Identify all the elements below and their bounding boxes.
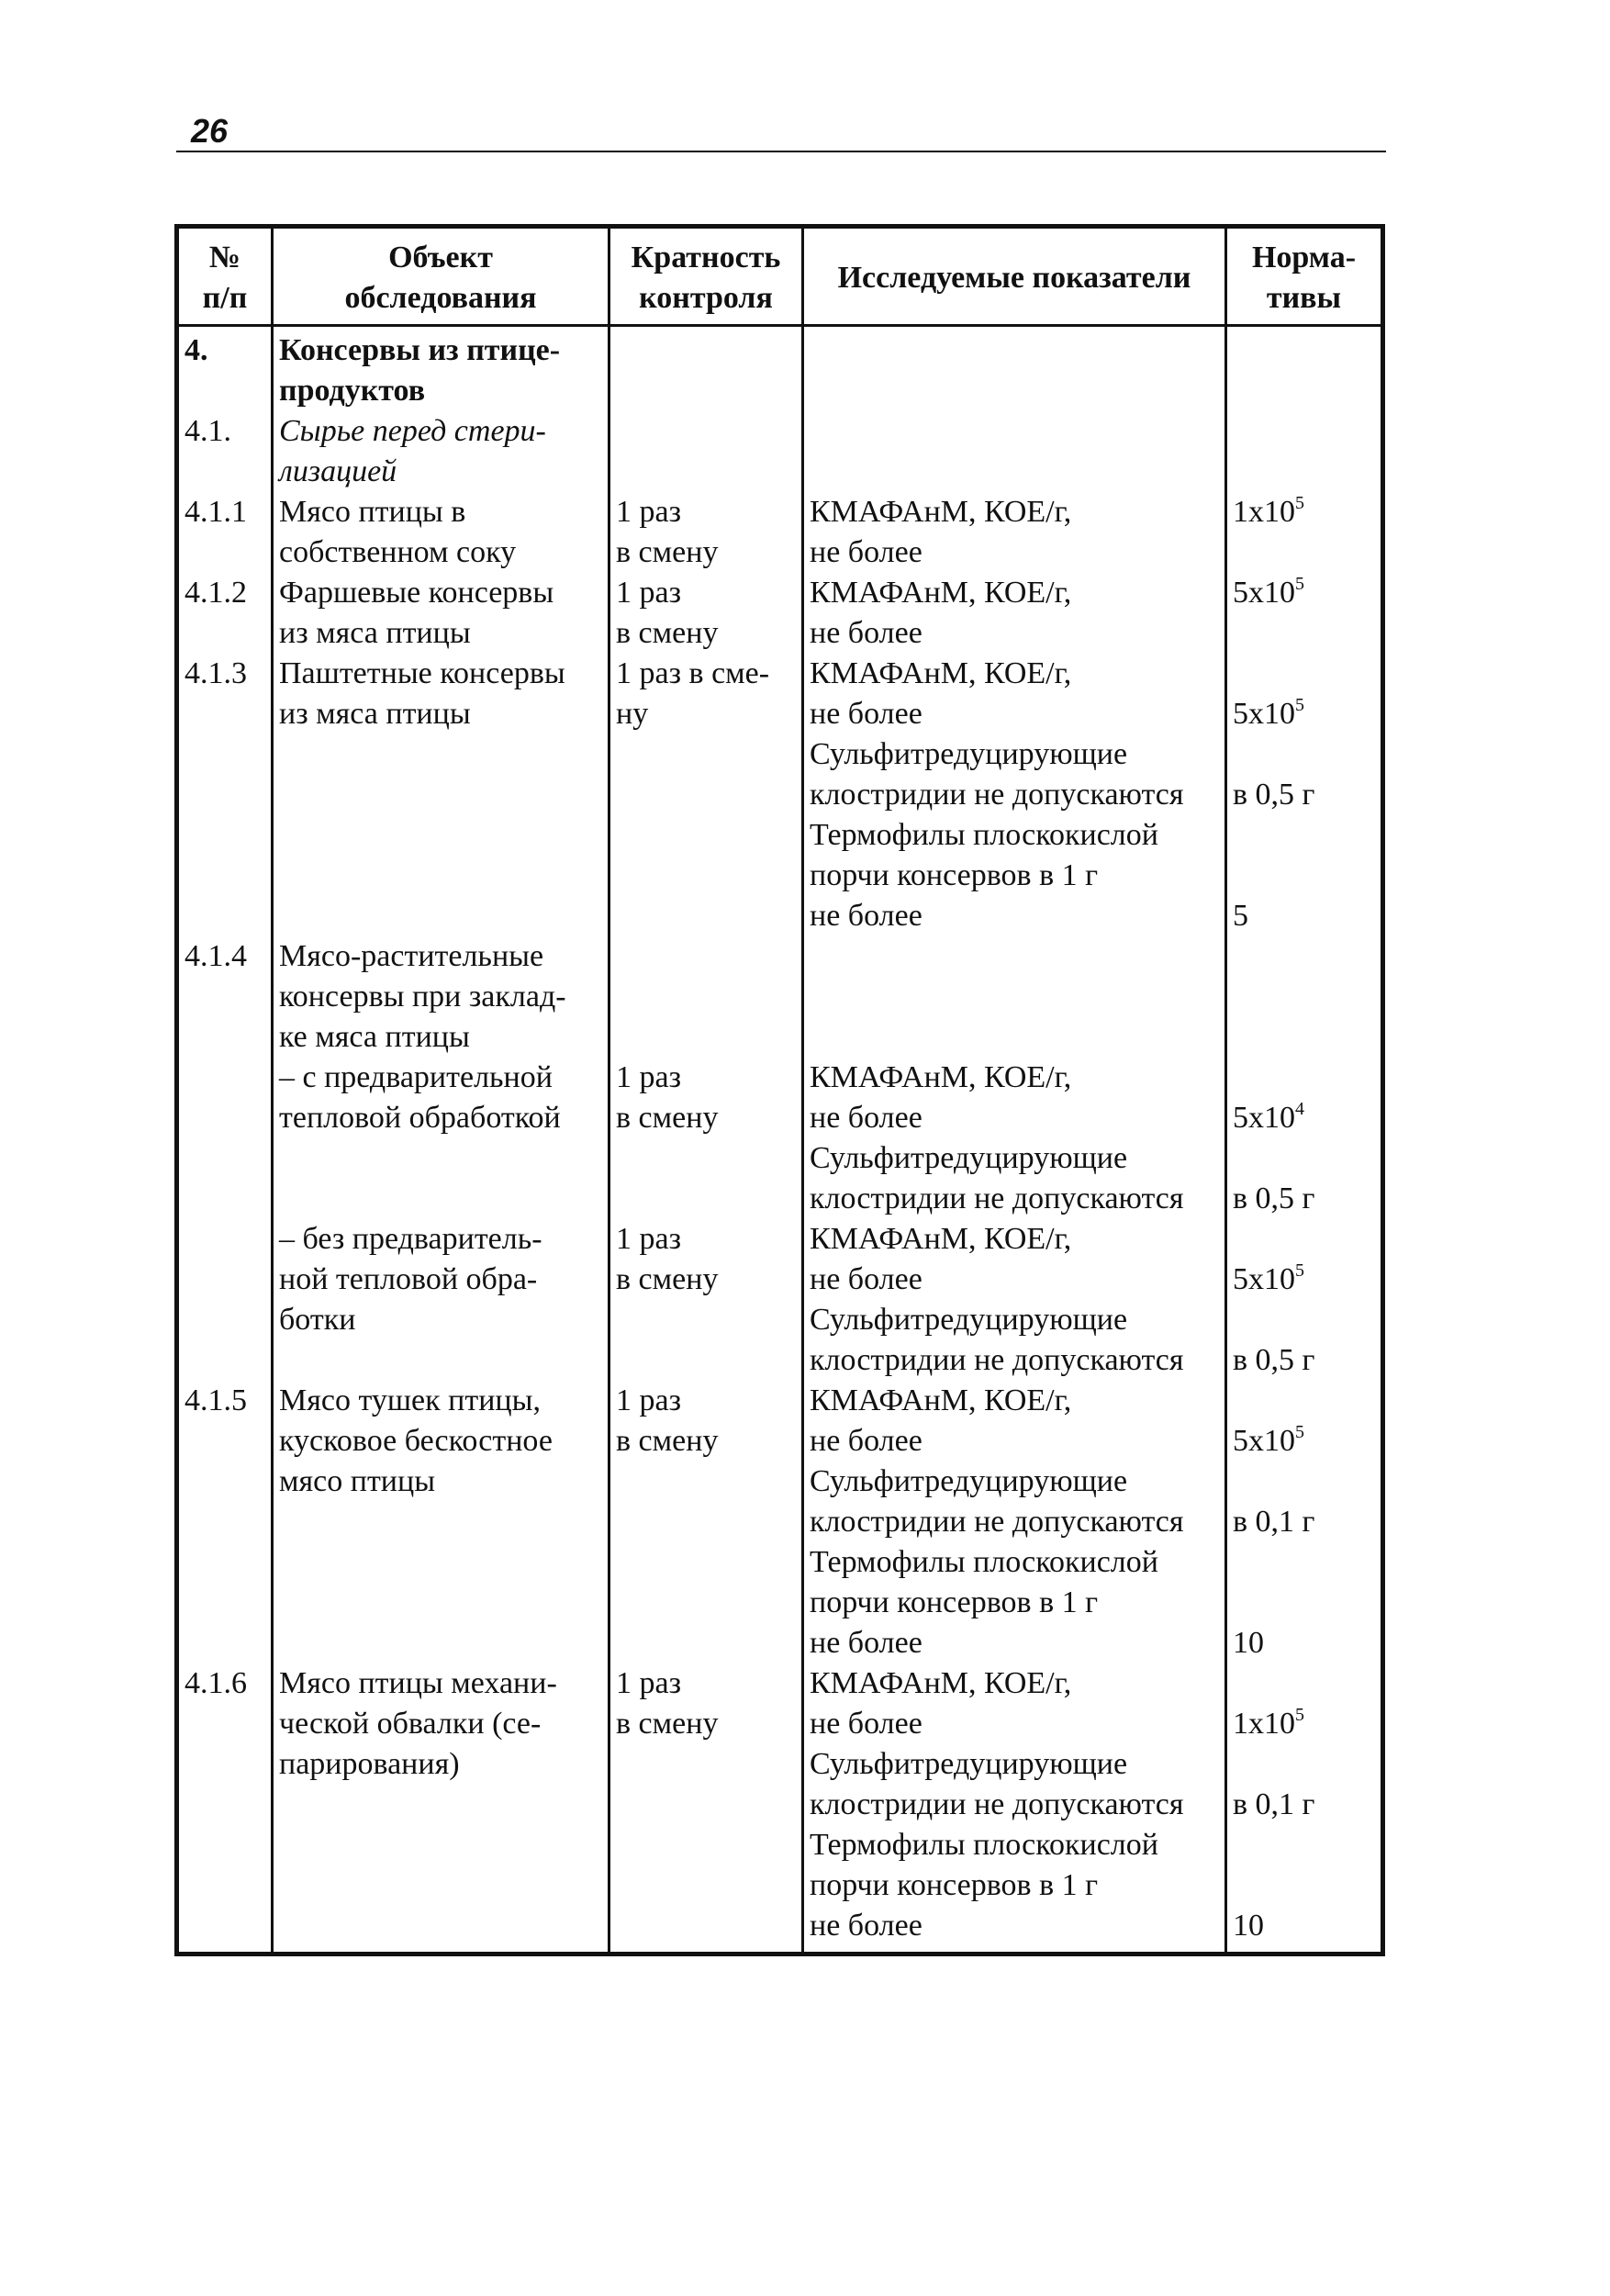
norm-exponent: 5: [1295, 695, 1304, 715]
object-cell: Мясо птицы механи- ческой обвалки (се- парирования): [273, 1663, 609, 1954]
norm-value: 10: [1233, 1626, 1264, 1660]
indicator-text: Сульфитредуцирующие клостридии не допускаются: [810, 1141, 1184, 1215]
indicator-text: Термофилы плоскокислой порчи консервов в 1 г не более: [810, 1828, 1158, 1943]
norm-line: [1233, 1502, 1377, 1542]
norm-value: 1х10: [1233, 495, 1295, 529]
norm-block: [1233, 1663, 1377, 1744]
object-cell: Мясо птицы в собственном соку: [273, 492, 609, 573]
table-header: [177, 227, 1383, 326]
object-cell: Паштетные консервы из мяса птицы: [273, 654, 609, 936]
header-num: № п/п: [177, 227, 273, 326]
object-cell: Консервы из птице- продуктов: [273, 326, 609, 412]
object-cell: Фаршевые консервы из мяса птицы: [273, 573, 609, 654]
norm-value: 10: [1233, 1909, 1264, 1943]
norm-block: [1233, 1219, 1377, 1300]
object-cell: – без предваритель- ной тепловой обра- ботки: [273, 1219, 609, 1381]
norms-cell: [1226, 492, 1383, 573]
norm-block: [1233, 1381, 1377, 1462]
header-object: Объект обследования: [273, 227, 609, 326]
row-num-cell: [177, 1219, 273, 1381]
row-num-cell: 4.1.: [177, 411, 273, 492]
norm-line: [1233, 1542, 1377, 1583]
indicators-cell: [803, 1381, 1226, 1663]
norms-cell: [1226, 411, 1383, 492]
norms-cell: [1226, 1663, 1383, 1954]
table-row: [177, 411, 1383, 492]
table-row: [177, 573, 1383, 654]
norm-value: в 0,1 г: [1233, 1505, 1315, 1539]
page-number: 26: [191, 112, 229, 150]
indicator-text: Сульфитредуцирующие клостридии не допускаются: [810, 737, 1184, 812]
indicators-cell: [803, 573, 1226, 654]
norm-value: 5х10: [1233, 1262, 1295, 1296]
norm-exponent: 4: [1295, 1099, 1304, 1119]
indicator-text: Сульфитредуцирующие клостридии не допускаются: [810, 1747, 1184, 1821]
norm-line: [1233, 1260, 1377, 1300]
norm-value: 5х10: [1233, 697, 1295, 731]
norm-block: [1233, 492, 1377, 573]
norms-cell: [1226, 654, 1383, 936]
norms-cell: [1226, 936, 1383, 1058]
norm-line: [1233, 1583, 1377, 1623]
norm-line: [1233, 856, 1377, 896]
indicator-text: КМАФАнМ, КОЕ/г, не более: [810, 495, 1072, 569]
norms-cell: [1226, 1219, 1383, 1381]
norm-line: [1233, 1825, 1377, 1865]
norm-exponent: 5: [1295, 1260, 1304, 1281]
object-cell: Мясо тушек птицы, кусковое бескостное мясо птицы: [273, 1381, 609, 1663]
norms-table: [174, 224, 1385, 1956]
norm-line: [1233, 1098, 1377, 1138]
table-row: [177, 1219, 1383, 1381]
row-num-cell: 4.1.4: [177, 936, 273, 1058]
frequency-cell: 1 раз в смену: [609, 1219, 803, 1381]
row-num-cell: 4.1.5: [177, 1381, 273, 1663]
indicator-text: Термофилы плоскокислой порчи консервов в 1 г не более: [810, 1545, 1158, 1660]
row-num-cell: 4.1.3: [177, 654, 273, 936]
indicator-text: КМАФАнМ, КОЕ/г, не более: [810, 1060, 1072, 1135]
norm-value: 5: [1233, 899, 1248, 933]
norm-line: [1233, 1704, 1377, 1744]
indicator-text: КМАФАнМ, КОЕ/г, не более: [810, 576, 1072, 650]
norm-block: [1233, 573, 1377, 654]
norm-line: [1233, 734, 1377, 775]
norm-value: 5х10: [1233, 1424, 1295, 1458]
header-norms: Норма- тивы: [1226, 227, 1383, 326]
norm-line: [1233, 815, 1377, 856]
indicator-text: Термофилы плоскокислой порчи консервов в 1 г не более: [810, 818, 1158, 933]
norm-line: [1233, 1906, 1377, 1946]
indicators-cell: [803, 411, 1226, 492]
norm-line: [1233, 1300, 1377, 1340]
norm-value: в 0,5 г: [1233, 778, 1315, 812]
frequency-cell: 1 раз в сме- ну: [609, 654, 803, 936]
norm-line: [1233, 613, 1377, 654]
norm-value: 5х10: [1233, 1101, 1295, 1135]
row-num-cell: [177, 1058, 273, 1219]
norm-line: [1233, 1462, 1377, 1502]
norm-value: 1х10: [1233, 1707, 1295, 1741]
indicator-text: Сульфитредуцирующие клостридии не допускаются: [810, 1464, 1184, 1539]
norm-exponent: 5: [1295, 574, 1304, 594]
norm-line: [1233, 1623, 1377, 1663]
norms-cell: [1226, 326, 1383, 412]
norm-block: [1233, 734, 1377, 815]
frequency-cell: 1 раз в смену: [609, 1058, 803, 1219]
indicators-cell: [803, 326, 1226, 412]
norm-line: [1233, 1421, 1377, 1462]
indicator-text: Сульфитредуцирующие клостридии не допускаются: [810, 1303, 1184, 1377]
norm-line: [1233, 694, 1377, 734]
norm-block: [1233, 1825, 1377, 1946]
norm-line: [1233, 896, 1377, 936]
row-num-cell: 4.: [177, 326, 273, 412]
norm-line: [1233, 573, 1377, 613]
norm-exponent: 5: [1295, 493, 1304, 513]
norm-value: в 0,5 г: [1233, 1182, 1315, 1215]
indicators-cell: [803, 654, 1226, 936]
norm-block: [1233, 1542, 1377, 1663]
norm-exponent: 5: [1295, 1422, 1304, 1442]
norm-line: [1233, 654, 1377, 694]
table-row: [177, 1058, 1383, 1219]
norm-line: [1233, 775, 1377, 815]
table-body: [177, 326, 1383, 1954]
norm-line: [1233, 1138, 1377, 1179]
table-row: [177, 1381, 1383, 1663]
object-cell: Мясо-растительные консервы при заклад- ке мяса птицы: [273, 936, 609, 1058]
row-num-cell: 4.1.2: [177, 573, 273, 654]
norm-line: [1233, 1179, 1377, 1219]
norm-block: [1233, 1138, 1377, 1219]
frequency-cell: 1 раз в смену: [609, 573, 803, 654]
norm-line: [1233, 1219, 1377, 1260]
norm-block: [1233, 654, 1377, 734]
table-row: [177, 1663, 1383, 1954]
header-rule: [176, 151, 1386, 152]
norm-value: в 0,1 г: [1233, 1787, 1315, 1821]
norm-line: [1233, 1785, 1377, 1825]
norm-line: [1233, 532, 1377, 573]
norm-block: [1233, 1300, 1377, 1381]
norms-cell: [1226, 573, 1383, 654]
frequency-cell: 1 раз в смену: [609, 492, 803, 573]
indicator-text: КМАФАнМ, КОЕ/г, не более: [810, 656, 1072, 731]
norms-cell: [1226, 1381, 1383, 1663]
indicators-cell: [803, 1219, 1226, 1381]
norm-line: [1233, 492, 1377, 532]
norm-line: [1233, 1340, 1377, 1381]
table-row: [177, 326, 1383, 412]
norm-block: [1233, 1744, 1377, 1825]
norm-line: [1233, 1865, 1377, 1906]
indicators-cell: [803, 936, 1226, 1058]
norm-block: [1233, 1058, 1377, 1138]
indicator-text: КМАФАнМ, КОЕ/г, не более: [810, 1222, 1072, 1296]
frequency-cell: 1 раз в смену: [609, 1663, 803, 1954]
row-num-cell: 4.1.6: [177, 1663, 273, 1954]
row-num-cell: 4.1.1: [177, 492, 273, 573]
norm-line: [1233, 1058, 1377, 1098]
object-cell: – с предварительной тепловой обработкой: [273, 1058, 609, 1219]
frequency-cell: [609, 326, 803, 412]
norm-value: в 0,5 г: [1233, 1343, 1315, 1377]
norm-block: [1233, 815, 1377, 936]
indicators-cell: [803, 1058, 1226, 1219]
table-row: [177, 936, 1383, 1058]
norms-cell: [1226, 1058, 1383, 1219]
norm-line: [1233, 1744, 1377, 1785]
norm-line: [1233, 1381, 1377, 1421]
norm-value: 5х10: [1233, 576, 1295, 610]
indicator-text: КМАФАнМ, КОЕ/г, не более: [810, 1383, 1072, 1458]
indicator-text: КМАФАнМ, КОЕ/г, не более: [810, 1666, 1072, 1741]
header-row: [177, 227, 1383, 326]
norm-line: [1233, 1663, 1377, 1704]
frequency-cell: 1 раз в смену: [609, 1381, 803, 1663]
frequency-cell: [609, 411, 803, 492]
indicators-cell: [803, 492, 1226, 573]
norm-exponent: 5: [1295, 1705, 1304, 1725]
header-indicators: Исследуемые показатели: [803, 227, 1226, 326]
frequency-cell: [609, 936, 803, 1058]
norm-block: [1233, 1462, 1377, 1542]
object-cell: Сырье перед стери- лизацией: [273, 411, 609, 492]
table-row: [177, 654, 1383, 936]
header-frequency: Кратность контроля: [609, 227, 803, 326]
table-row: [177, 492, 1383, 573]
indicators-cell: [803, 1663, 1226, 1954]
